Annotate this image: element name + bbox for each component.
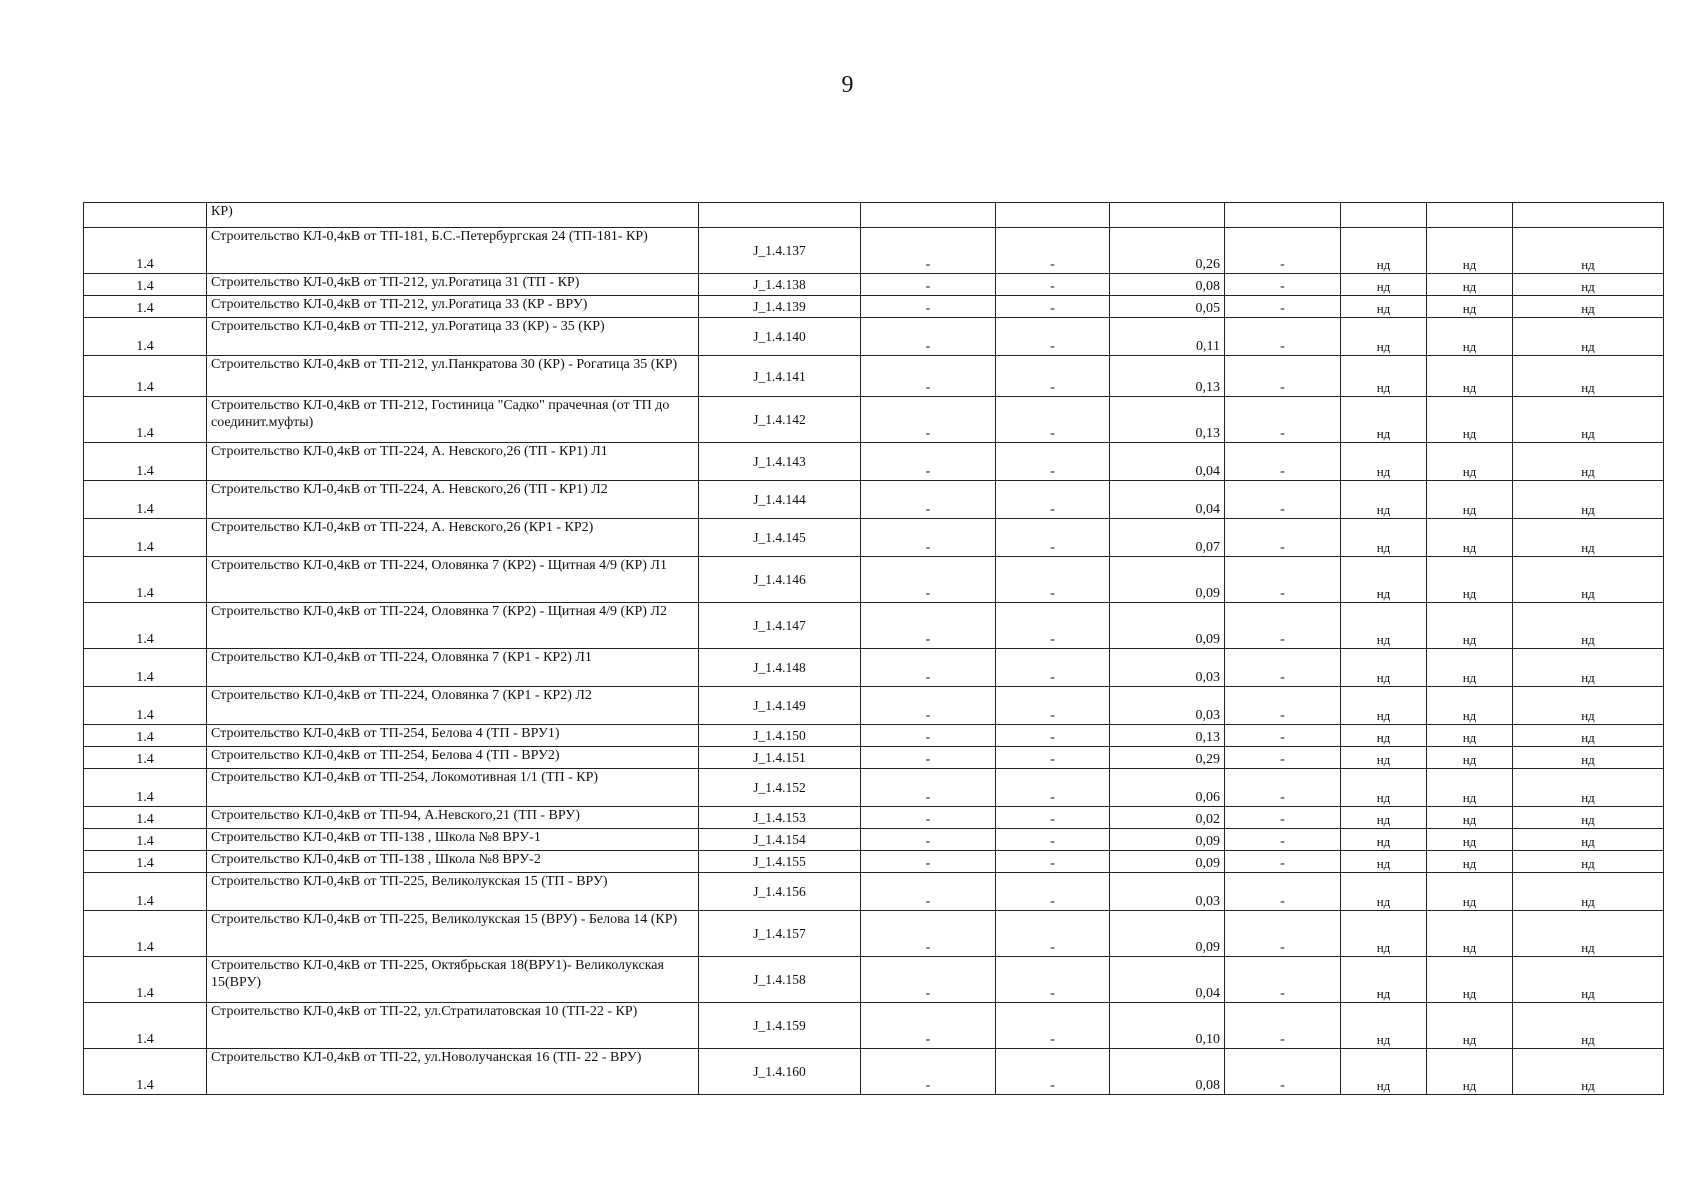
col8-value: нд (1341, 873, 1427, 911)
row-code: 1.4 (84, 443, 207, 481)
col4-value: - (861, 829, 996, 851)
col9-value: нд (1427, 649, 1513, 687)
col9-value: нд (1427, 356, 1513, 397)
table-row (84, 747, 1664, 769)
col8-value: нд (1341, 397, 1427, 443)
col4-value: - (861, 274, 996, 296)
project-table (83, 202, 1664, 1095)
col7-value: - (1225, 228, 1341, 274)
col5-value: - (996, 769, 1110, 807)
row-id: J_1.4.154 (699, 829, 861, 851)
col7-value: - (1225, 747, 1341, 769)
row-name: Строительство КЛ-0,4кВ от ТП-224, А. Невского,26 (ТП - КР1) Л1 (211, 444, 608, 459)
row-name-cell (207, 747, 699, 769)
row-name-cell (207, 1003, 699, 1049)
col10-value: нд (1513, 851, 1664, 873)
row-name: Строительство КЛ-0,4кВ от ТП-22, ул.Новолучанская 16 (ТП- 22 - ВРУ) (211, 1050, 642, 1065)
row-id: J_1.4.139 (699, 296, 861, 318)
col5-value: - (996, 747, 1110, 769)
table-row (84, 397, 1664, 443)
col7-value: - (1225, 769, 1341, 807)
col8-value: нд (1341, 274, 1427, 296)
row-code (84, 203, 207, 228)
row-name-cell (207, 957, 699, 1003)
length-value: 0,09 (1110, 829, 1225, 851)
col5-value: - (996, 519, 1110, 557)
length-value: 0,26 (1110, 228, 1225, 274)
row-id: J_1.4.145 (699, 519, 861, 557)
col4-value: - (861, 807, 996, 829)
row-name: КР) (207, 203, 699, 228)
row-code: 1.4 (84, 519, 207, 557)
row-id: J_1.4.155 (699, 851, 861, 873)
length-value: 0,08 (1110, 274, 1225, 296)
table-row (84, 274, 1664, 296)
col4-value: - (861, 481, 996, 519)
row-id: J_1.4.142 (699, 397, 861, 443)
col5-value: - (996, 725, 1110, 747)
col4-value: - (861, 911, 996, 957)
col10-value: нд (1513, 911, 1664, 957)
col8-value: нд (1341, 519, 1427, 557)
table-body (84, 203, 1664, 1095)
col7-value: - (1225, 687, 1341, 725)
row-name: Строительство КЛ-0,4кВ от ТП-225, Великолукская 15 (ВРУ) - Белова 14 (КР) (211, 912, 678, 927)
table-row (84, 829, 1664, 851)
row-name-cell (207, 397, 699, 443)
col7-value: - (1225, 649, 1341, 687)
row-name: Строительство КЛ-0,4кВ от ТП-22, ул.Стратилатовская 10 (ТП-22 - КР) (211, 1004, 638, 1019)
col9-value: нд (1427, 318, 1513, 356)
col10-value: нд (1513, 769, 1664, 807)
col8-value: нд (1341, 851, 1427, 873)
length-value: 0,08 (1110, 1049, 1225, 1095)
col10-value: нд (1513, 318, 1664, 356)
col5-value: - (996, 318, 1110, 356)
col10-value: нд (1513, 725, 1664, 747)
length-value: 0,09 (1110, 911, 1225, 957)
col8-value: нд (1341, 829, 1427, 851)
row-id: J_1.4.149 (699, 687, 861, 725)
table-row (84, 725, 1664, 747)
row-id: J_1.4.137 (699, 228, 861, 274)
row-name-cell (207, 318, 699, 356)
col7-value: - (1225, 873, 1341, 911)
col4-value: - (861, 228, 996, 274)
col4-value: - (861, 318, 996, 356)
row-id: J_1.4.153 (699, 807, 861, 829)
col8-value: нд (1341, 769, 1427, 807)
col4-value: - (861, 851, 996, 873)
row-code: 1.4 (84, 397, 207, 443)
col7-value: - (1225, 443, 1341, 481)
col5-value: - (996, 687, 1110, 725)
col5-value: - (996, 443, 1110, 481)
col7-value: - (1225, 296, 1341, 318)
row-code: 1.4 (84, 318, 207, 356)
col7-value: - (1225, 603, 1341, 649)
row-code: 1.4 (84, 557, 207, 603)
col10-value: нд (1513, 397, 1664, 443)
col5-value: - (996, 228, 1110, 274)
col4-value: - (861, 873, 996, 911)
col4-value: - (861, 687, 996, 725)
col10-value: нд (1513, 603, 1664, 649)
table-row (84, 318, 1664, 356)
row-code: 1.4 (84, 769, 207, 807)
col10-value: нд (1513, 274, 1664, 296)
col10-value: нд (1513, 519, 1664, 557)
row-name: Строительство КЛ-0,4кВ от ТП-212, Гостиница "Садко" прачечная (от ТП до соединит.муфты) (211, 398, 670, 430)
row-id: J_1.4.151 (699, 747, 861, 769)
col7-value: - (1225, 957, 1341, 1003)
col8-value: нд (1341, 911, 1427, 957)
length-value: 0,09 (1110, 851, 1225, 873)
col4-value: - (861, 443, 996, 481)
col5-value: - (996, 873, 1110, 911)
col5-value: - (996, 356, 1110, 397)
col9-value: нд (1427, 603, 1513, 649)
length-value: 0,07 (1110, 519, 1225, 557)
length-value: 0,04 (1110, 443, 1225, 481)
table-row (84, 911, 1664, 957)
col8-value: нд (1341, 747, 1427, 769)
col7-value: - (1225, 725, 1341, 747)
row-name-cell (207, 807, 699, 829)
table-row (84, 296, 1664, 318)
col8-value: нд (1341, 957, 1427, 1003)
row-code: 1.4 (84, 851, 207, 873)
length-value: 0,03 (1110, 873, 1225, 911)
col10-value: нд (1513, 443, 1664, 481)
col10-value: нд (1513, 807, 1664, 829)
col7-value: - (1225, 851, 1341, 873)
row-name: Строительство КЛ-0,4кВ от ТП-254, Белова 4 (ТП - ВРУ2) (211, 748, 560, 763)
row-code: 1.4 (84, 957, 207, 1003)
col5-value: - (996, 397, 1110, 443)
row-code: 1.4 (84, 649, 207, 687)
col4-value: - (861, 957, 996, 1003)
row-name: Строительство КЛ-0,4кВ от ТП-254, Белова 4 (ТП - ВРУ1) (211, 726, 560, 741)
table-row (84, 873, 1664, 911)
row-name-cell (207, 873, 699, 911)
row-id: J_1.4.152 (699, 769, 861, 807)
col7-value: - (1225, 1003, 1341, 1049)
col4-value: - (861, 397, 996, 443)
col4-value: - (861, 1049, 996, 1095)
col4-value: - (861, 557, 996, 603)
col5-value: - (996, 557, 1110, 603)
col5-value: - (996, 1003, 1110, 1049)
length-value: 0,13 (1110, 725, 1225, 747)
row-id: J_1.4.146 (699, 557, 861, 603)
continuation-row (84, 203, 1664, 228)
row-code: 1.4 (84, 1003, 207, 1049)
length-value: 0,04 (1110, 481, 1225, 519)
length-value: 0,29 (1110, 747, 1225, 769)
row-name-cell (207, 1049, 699, 1095)
table-row (84, 1003, 1664, 1049)
row-id: J_1.4.157 (699, 911, 861, 957)
col5-value: - (996, 807, 1110, 829)
col9-value: нд (1427, 296, 1513, 318)
col4-value: - (861, 1003, 996, 1049)
row-id: J_1.4.150 (699, 725, 861, 747)
col5-value: - (996, 481, 1110, 519)
row-name: Строительство КЛ-0,4кВ от ТП-212, ул.Рогатица 33 (КР) - 35 (КР) (211, 319, 605, 334)
table-row (84, 603, 1664, 649)
col7-value: - (1225, 274, 1341, 296)
length-value: 0,09 (1110, 557, 1225, 603)
row-name-cell (207, 519, 699, 557)
col5-value: - (996, 911, 1110, 957)
row-code: 1.4 (84, 807, 207, 829)
col9-value: нд (1427, 1049, 1513, 1095)
col10-value: нд (1513, 557, 1664, 603)
col8-value: нд (1341, 481, 1427, 519)
col10-value: нд (1513, 1003, 1664, 1049)
table-row (84, 443, 1664, 481)
col4-value: - (861, 747, 996, 769)
col8-value: нд (1341, 1049, 1427, 1095)
col5-value: - (996, 1049, 1110, 1095)
row-name-cell (207, 356, 699, 397)
row-code: 1.4 (84, 296, 207, 318)
col4-value: - (861, 356, 996, 397)
col10-value: нд (1513, 228, 1664, 274)
row-name-cell (207, 769, 699, 807)
col10-value: нд (1513, 687, 1664, 725)
table-row (84, 557, 1664, 603)
col7-value: - (1225, 356, 1341, 397)
col10-value: нд (1513, 481, 1664, 519)
row-id: J_1.4.158 (699, 957, 861, 1003)
row-name-cell (207, 911, 699, 957)
row-code: 1.4 (84, 873, 207, 911)
col7-value: - (1225, 397, 1341, 443)
col5-value: - (996, 957, 1110, 1003)
col5-value: - (996, 829, 1110, 851)
row-name: Строительство КЛ-0,4кВ от ТП-181, Б.С.-Петербургская 24 (ТП-181- КР) (211, 229, 648, 244)
row-id: J_1.4.138 (699, 274, 861, 296)
row-code: 1.4 (84, 1049, 207, 1095)
row-code: 1.4 (84, 747, 207, 769)
col4-value: - (861, 296, 996, 318)
table-row (84, 769, 1664, 807)
row-code: 1.4 (84, 725, 207, 747)
col9-value: нд (1427, 807, 1513, 829)
col9-value: нд (1427, 725, 1513, 747)
col5-value: - (996, 296, 1110, 318)
length-value: 0,02 (1110, 807, 1225, 829)
col10-value: нд (1513, 829, 1664, 851)
col7-value: - (1225, 318, 1341, 356)
row-id: J_1.4.144 (699, 481, 861, 519)
col8-value: нд (1341, 356, 1427, 397)
row-name-cell (207, 725, 699, 747)
row-name-cell (207, 228, 699, 274)
length-value: 0,05 (1110, 296, 1225, 318)
row-name: Строительство КЛ-0,4кВ от ТП-224, Оловянка 7 (КР1 - КР2) Л2 (211, 688, 592, 703)
length-value: 0,03 (1110, 687, 1225, 725)
col8-value: нд (1341, 318, 1427, 356)
row-code: 1.4 (84, 274, 207, 296)
col8-value: нд (1341, 557, 1427, 603)
row-code: 1.4 (84, 829, 207, 851)
row-name: Строительство КЛ-0,4кВ от ТП-212, ул.Рогатица 33 (КР - ВРУ) (211, 297, 588, 312)
row-name: Строительство КЛ-0,4кВ от ТП-138 , Школа №8 ВРУ-1 (211, 830, 541, 845)
col4-value: - (861, 769, 996, 807)
col8-value: нд (1341, 1003, 1427, 1049)
col10-value: нд (1513, 957, 1664, 1003)
length-value: 0,13 (1110, 397, 1225, 443)
row-id: J_1.4.156 (699, 873, 861, 911)
row-name: Строительство КЛ-0,4кВ от ТП-94, А.Невского,21 (ТП - ВРУ) (211, 808, 580, 823)
col8-value: нд (1341, 649, 1427, 687)
col8-value: нд (1341, 807, 1427, 829)
row-code: 1.4 (84, 687, 207, 725)
col5-value: - (996, 274, 1110, 296)
col5-value: - (996, 603, 1110, 649)
row-code: 1.4 (84, 481, 207, 519)
row-name-cell (207, 274, 699, 296)
row-name: Строительство КЛ-0,4кВ от ТП-224, Оловянка 7 (КР2) - Щитная 4/9 (КР) Л1 (211, 558, 667, 573)
col9-value: нд (1427, 274, 1513, 296)
col9-value: нд (1427, 873, 1513, 911)
row-name-cell (207, 557, 699, 603)
col7-value: - (1225, 911, 1341, 957)
col10-value: нд (1513, 873, 1664, 911)
row-id: J_1.4.160 (699, 1049, 861, 1095)
col9-value: нд (1427, 911, 1513, 957)
col9-value: нд (1427, 557, 1513, 603)
row-code: 1.4 (84, 228, 207, 274)
row-name: Строительство КЛ-0,4кВ от ТП-212, ул.Рогатица 31 (ТП - КР) (211, 275, 580, 290)
col7-value: - (1225, 829, 1341, 851)
col9-value: нд (1427, 228, 1513, 274)
row-name: Строительство КЛ-0,4кВ от ТП-212, ул.Панкратова 30 (КР) - Рогатица 35 (КР) (211, 357, 678, 372)
col9-value: нд (1427, 481, 1513, 519)
table-row (84, 519, 1664, 557)
table-row (84, 957, 1664, 1003)
col9-value: нд (1427, 851, 1513, 873)
row-name-cell (207, 829, 699, 851)
table-row (84, 851, 1664, 873)
col8-value: нд (1341, 228, 1427, 274)
col8-value: нд (1341, 725, 1427, 747)
col9-value: нд (1427, 769, 1513, 807)
row-id: J_1.4.147 (699, 603, 861, 649)
table-row (84, 687, 1664, 725)
col7-value: - (1225, 807, 1341, 829)
col4-value: - (861, 519, 996, 557)
row-id: J_1.4.159 (699, 1003, 861, 1049)
row-name-cell (207, 649, 699, 687)
row-name: Строительство КЛ-0,4кВ от ТП-224, А. Невского,26 (ТП - КР1) Л2 (211, 482, 608, 497)
col4-value: - (861, 725, 996, 747)
row-id: J_1.4.140 (699, 318, 861, 356)
row-name: Строительство КЛ-0,4кВ от ТП-224, Оловянка 7 (КР1 - КР2) Л1 (211, 650, 592, 665)
col4-value: - (861, 603, 996, 649)
row-name: Строительство КЛ-0,4кВ от ТП-138 , Школа №8 ВРУ-2 (211, 852, 541, 867)
col8-value: нд (1341, 443, 1427, 481)
row-code: 1.4 (84, 603, 207, 649)
col5-value: - (996, 851, 1110, 873)
row-name-cell (207, 687, 699, 725)
col8-value: нд (1341, 603, 1427, 649)
col10-value: нд (1513, 649, 1664, 687)
table-row (84, 481, 1664, 519)
row-id: J_1.4.143 (699, 443, 861, 481)
length-value: 0,03 (1110, 649, 1225, 687)
col10-value: нд (1513, 296, 1664, 318)
row-name-cell (207, 443, 699, 481)
col9-value: нд (1427, 1003, 1513, 1049)
col7-value: - (1225, 481, 1341, 519)
col7-value: - (1225, 557, 1341, 603)
length-value: 0,06 (1110, 769, 1225, 807)
col9-value: нд (1427, 829, 1513, 851)
col9-value: нд (1427, 747, 1513, 769)
length-value: 0,10 (1110, 1003, 1225, 1049)
length-value: 0,13 (1110, 356, 1225, 397)
col8-value: нд (1341, 687, 1427, 725)
col5-value: - (996, 649, 1110, 687)
table-row (84, 649, 1664, 687)
col8-value: нд (1341, 296, 1427, 318)
row-name-cell (207, 481, 699, 519)
table-row (84, 228, 1664, 274)
length-value: 0,09 (1110, 603, 1225, 649)
row-name: Строительство КЛ-0,4кВ от ТП-224, А. Невского,26 (КР1 - КР2) (211, 520, 594, 535)
row-name: Строительство КЛ-0,4кВ от ТП-225, Октябрьская 18(ВРУ1)- Великолукская 15(ВРУ) (211, 958, 664, 990)
col9-value: нд (1427, 687, 1513, 725)
row-code: 1.4 (84, 911, 207, 957)
row-name-cell (207, 296, 699, 318)
table-row (84, 807, 1664, 829)
row-code: 1.4 (84, 356, 207, 397)
col7-value: - (1225, 1049, 1341, 1095)
row-name: Строительство КЛ-0,4кВ от ТП-224, Оловянка 7 (КР2) - Щитная 4/9 (КР) Л2 (211, 604, 667, 619)
col9-value: нд (1427, 443, 1513, 481)
row-id: J_1.4.141 (699, 356, 861, 397)
page-number: 9 (841, 72, 854, 98)
col4-value: - (861, 649, 996, 687)
row-name-cell (207, 851, 699, 873)
length-value: 0,11 (1110, 318, 1225, 356)
col7-value: - (1225, 519, 1341, 557)
col9-value: нд (1427, 519, 1513, 557)
row-name: Строительство КЛ-0,4кВ от ТП-225, Великолукская 15 (ТП - ВРУ) (211, 874, 608, 889)
row-id: J_1.4.148 (699, 649, 861, 687)
row-name-cell (207, 603, 699, 649)
table-row (84, 356, 1664, 397)
col9-value: нд (1427, 957, 1513, 1003)
col10-value: нд (1513, 356, 1664, 397)
table-row (84, 1049, 1664, 1095)
length-value: 0,04 (1110, 957, 1225, 1003)
col10-value: нд (1513, 747, 1664, 769)
col9-value: нд (1427, 397, 1513, 443)
col10-value: нд (1513, 1049, 1664, 1095)
row-name: Строительство КЛ-0,4кВ от ТП-254, Локомотивная 1/1 (ТП - КР) (211, 770, 599, 785)
